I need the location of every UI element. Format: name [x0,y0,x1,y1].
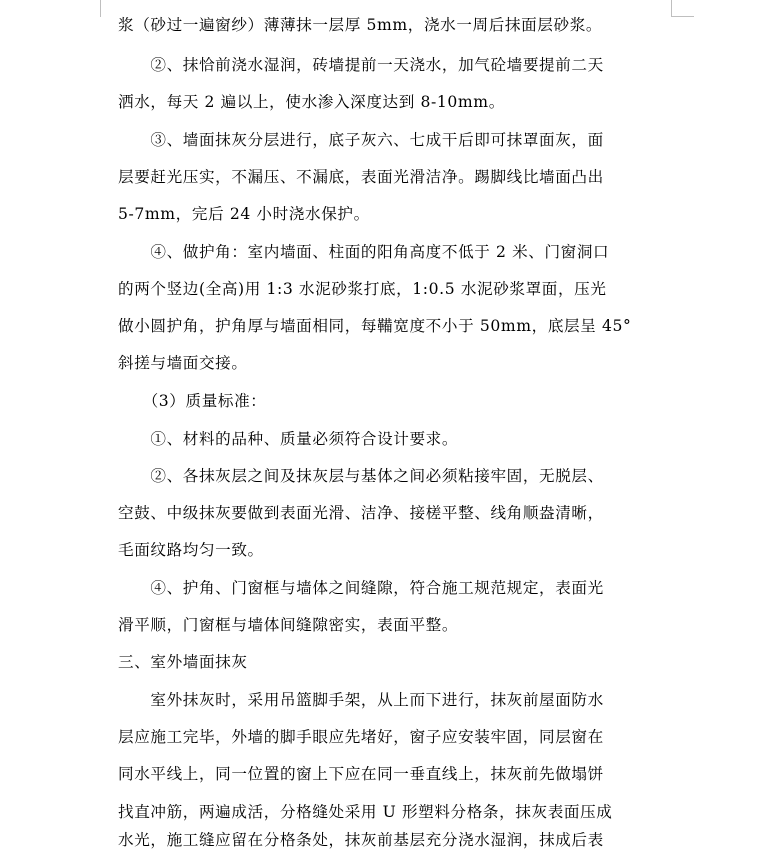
text-line: 毛面纹路均匀一致。 [118,541,264,559]
text-line: ①、材料的品种、质量必须符合设计要求。 [118,430,459,448]
text-line: ③、墙面抹灰分层进行，底子灰六、七成干后即可抹罩面灰，面 [118,131,604,149]
text-line: 层应施工完毕，外墙的脚手眼应先堵好，窗子应安装牢固，同层窗在 [118,728,604,746]
text-line: ④、护角、门窗框与墙体之间缝隙，符合施工规范规定，表面光 [118,579,604,597]
text-line: 空鼓、中级抹灰要做到表面光滑、洁净、接槎平整、线角顺盎清晰， [118,504,604,522]
text-line: 做小圆护角，护角厚与墙面相同，每鞴宽度不小于 50mm，底层呈 45° [118,317,632,335]
text-line: 滑平顺，门窗框与墙体间缝隙密实，表面平整。 [118,616,459,634]
text-line: 层要赶光压实，不漏压、不漏底，表面光滑洁净。踢脚线比墙面凸出 [118,168,604,186]
text-line: 室外抹灰时，采用吊篮脚手架，从上而下进行，抹灰前屋面防水 [118,691,604,709]
crop-mark-top-left [100,0,101,17]
text-line: 找直冲筋，两遍成活，分格缝处采用 U 形塑料分格条，抹灰表面压成 [118,803,613,821]
text-line: ②、抹恰前浇水湿润，砖墙提前一天浇水，加气砼墙要提前二天 [118,56,604,74]
section-heading: 三、室外墙面抹灰 [118,653,248,671]
section-heading: （3）质量标准： [118,392,267,410]
text-line: 的两个竖边(全高)用 1:3 水泥砂浆打底，1:0.5 水泥砂浆罩面，压光 [118,280,607,298]
text-line: 洒水，每天 2 遍以上，使水渗入深度达到 8-10mm。 [118,93,505,111]
crop-mark-top-right-horizontal [672,16,694,17]
text-line: 斜搓与墙面交接。 [118,354,248,372]
text-line: 浆（砂过一遍窗纱）薄薄抹一层厚 5mm，浇水一周后抹面层砂浆。 [118,16,603,34]
text-line: 水光，施工缝应留在分格条处，抹灰前基层充分浇水湿润，抹成后表 [118,831,604,849]
crop-mark-top-right-vertical [671,0,672,17]
text-line: ④、做护角：室内墙面、柱面的阳角高度不低于 2 米、门窗洞口 [118,243,610,261]
text-line: ②、各抹灰层之间及抹灰层与基体之间必须粘接牢固，无脱层、 [118,467,604,485]
text-line: 同水平线上，同一位置的窗上下应在同一垂直线上，抹灰前先做塌饼 [118,765,604,783]
text-line: 5-7mm，完后 24 小时浇水保护。 [118,205,370,223]
